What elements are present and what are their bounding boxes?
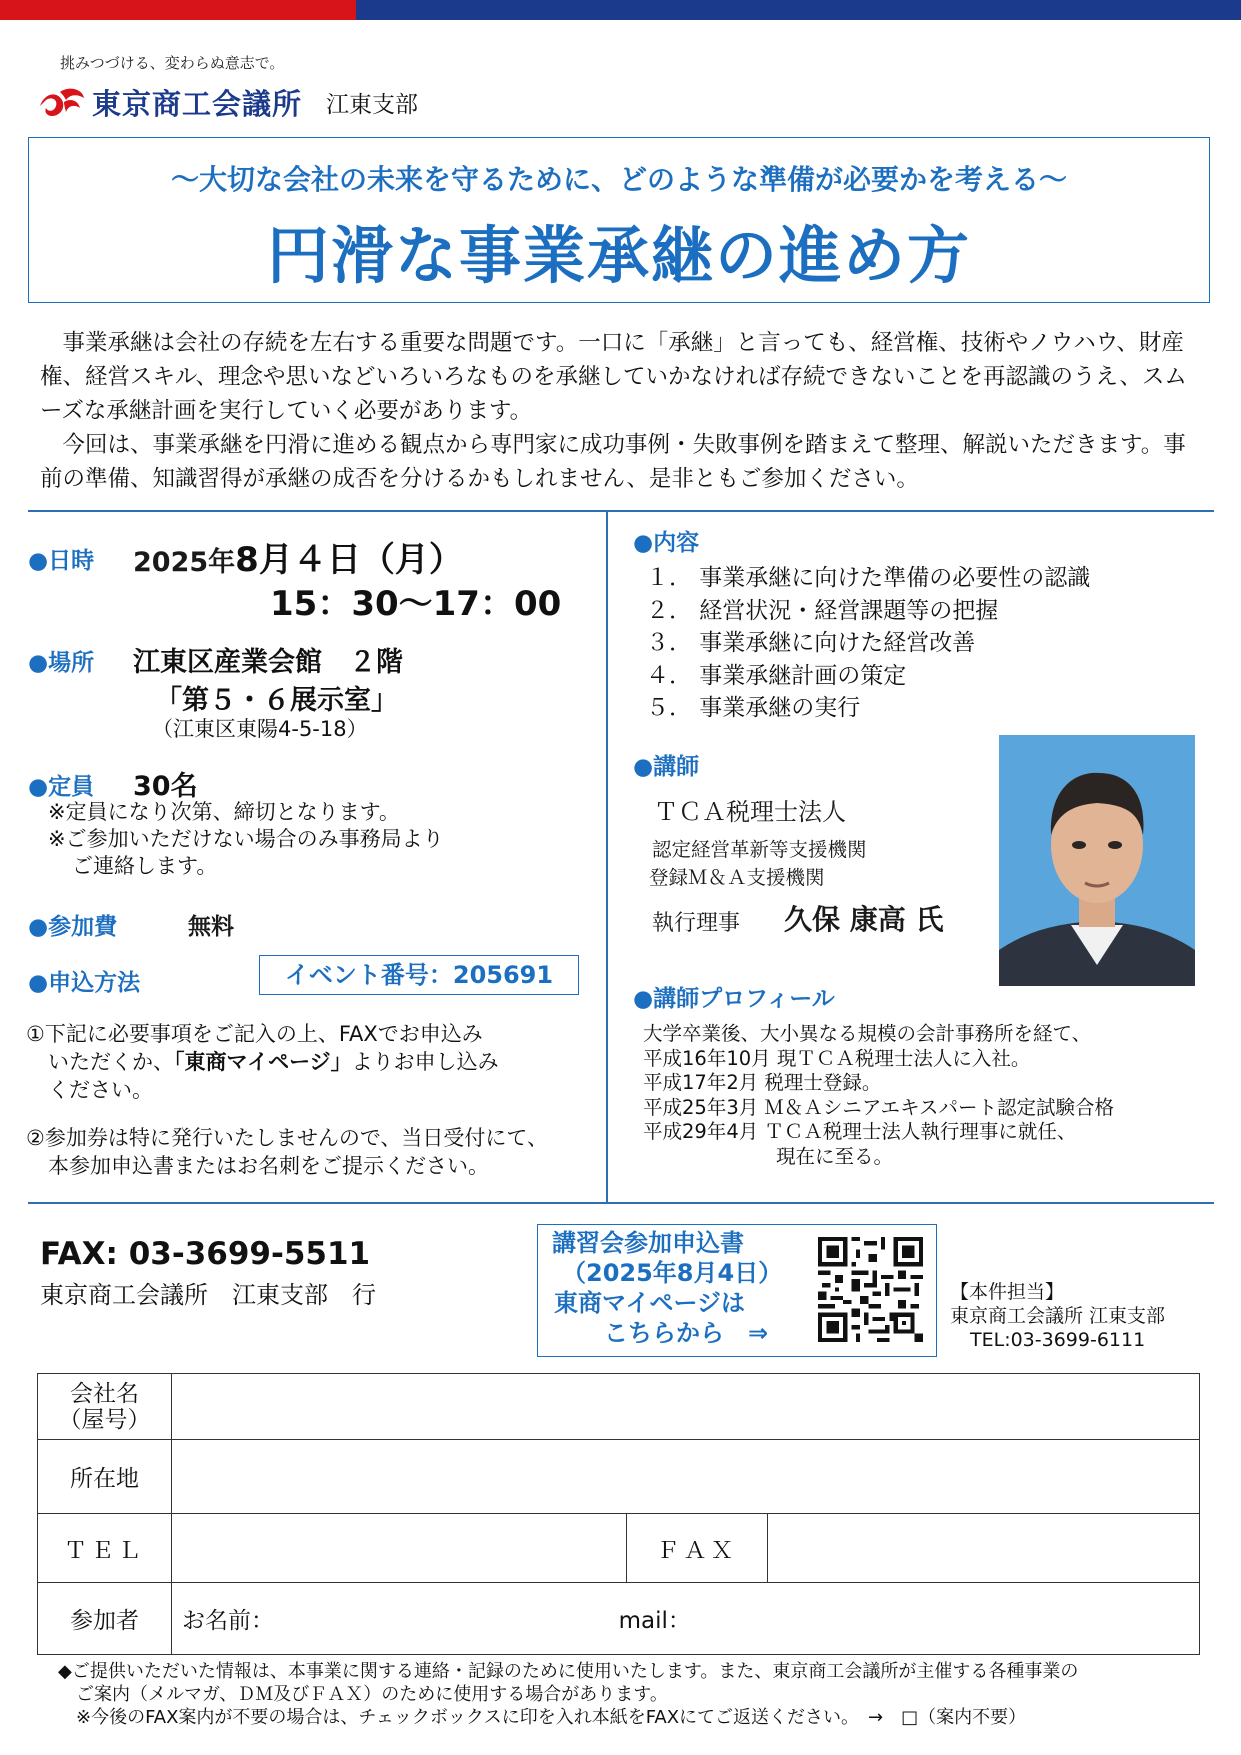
tagline: 挑みつづける、変わらぬ意志で。 — [60, 54, 285, 72]
capacity-note: ※ご参加いただけない場合のみ事務局より — [48, 827, 444, 851]
company-label — [38, 1374, 172, 1440]
participant-field[interactable] — [172, 1583, 1200, 1655]
apply-label: ●申込方法 — [28, 970, 141, 996]
company-label-text: 会社名 — [70, 1380, 139, 1407]
company-label-sub: （屋号） — [58, 1406, 151, 1433]
date-time: 15：30～17：00 — [270, 584, 562, 624]
profile-text — [643, 1022, 1114, 1169]
profile-label: ●講師プロフィール — [633, 986, 835, 1012]
profile-line: 平成17年2月 税理士登録。 — [643, 1071, 882, 1094]
form-row-address — [38, 1440, 1200, 1514]
contact-org: 東京商工会議所 江東支部 — [950, 1305, 1166, 1327]
subtitle: ～大切な会社の未来を守るために、どのような準備が必要かを考える～ — [170, 163, 1067, 196]
profile-line: 平成16年10月 現ＴＣＡ税理士法人に入社。 — [643, 1046, 1031, 1070]
capacity-value: 30名 — [133, 771, 198, 802]
apply-step-line: ①下記に必要事項をご記入の上、FAXでお申込み — [26, 1022, 483, 1046]
fee-value: 無料 — [188, 914, 234, 940]
column-divider — [606, 512, 608, 1202]
divider — [28, 1202, 1214, 1204]
form-row-company — [38, 1374, 1200, 1440]
participant-label: 参加者 — [38, 1583, 172, 1655]
form-row-tel-fax — [38, 1514, 1200, 1583]
profile-line: 大学卒業後、大小異なる規模の会計事務所を経て、 — [643, 1022, 1092, 1045]
profile-line: 平成25年3月 Ｍ＆Ａシニアエキスパート認定試験合格 — [643, 1095, 1115, 1119]
header-blue-stripe — [356, 0, 1241, 20]
date-label: ●日時 — [28, 548, 95, 574]
list-item: ５． 事業承継の実行 — [646, 695, 861, 721]
mypage-link-arrow: こちらから ⇒ — [604, 1319, 769, 1347]
place-name: 江東区産業会館 ２階 — [133, 647, 403, 678]
qr-code-icon[interactable] — [818, 1237, 923, 1342]
content-label: ●内容 — [633, 530, 700, 556]
apply-step-line: いただくか、 — [48, 1050, 174, 1074]
list-item: １． 事業承継に向けた準備の必要性の認識 — [646, 565, 1091, 591]
mypage-text: 東商マイページは — [554, 1289, 746, 1317]
lecturer-photo — [999, 735, 1195, 986]
date-day: 8月４日（月） — [235, 540, 463, 580]
form-date: （2025年8月4日） — [562, 1259, 783, 1287]
lecturer-cert: 認定経営革新等支援機関 — [652, 838, 867, 861]
mypage-link-text: 「東商マイページ」 — [174, 1050, 352, 1074]
lecturer-title: 執行理事 — [652, 911, 741, 936]
date-year: 2025年 — [133, 547, 236, 578]
lecturer-name: 久保 康高 氏 — [784, 903, 944, 936]
apply-step-line: ください。 — [48, 1078, 153, 1102]
tel-label: ＴＥＬ — [38, 1514, 172, 1583]
form-row-participant — [38, 1583, 1200, 1655]
intro-text — [40, 326, 1200, 496]
list-item: ４． 事業承継計画の策定 — [646, 662, 907, 689]
apply-step-line: よりお申し込み — [351, 1050, 499, 1074]
footnote-line: ご案内（メルマガ、ＤＭ及びＦＡＸ）のために使用する場合があります。 — [76, 1684, 668, 1705]
capacity-note: ご連絡します。 — [72, 854, 218, 878]
capacity-note: ※定員になり次第、締切となります。 — [48, 800, 400, 824]
lecturer-firm: ＴＣＡ税理士法人 — [654, 798, 846, 826]
divider — [28, 510, 1214, 512]
content-list — [646, 562, 1090, 725]
company-field[interactable] — [172, 1374, 1200, 1440]
fax-label: ＦＡＸ — [627, 1514, 768, 1583]
lecturer-cert: 登録Ｍ＆Ａ支援機関 — [649, 866, 825, 889]
place-room: 「第５・６展示室」 — [155, 685, 398, 716]
fee-label: ●参加費 — [28, 914, 118, 940]
apply-step-line: ②参加券は特に発行いたしませんので、当日受付にて、 — [26, 1126, 548, 1150]
profile-line: 現在に至る。 — [776, 1144, 894, 1168]
portrait-icon — [999, 735, 1195, 986]
name-prompt: お名前： — [182, 1608, 274, 1634]
event-number-badge: イベント番号：205691 — [259, 955, 579, 995]
capacity-label: ●定員 — [28, 774, 95, 800]
apply-step-1 — [26, 1020, 499, 1104]
tel-field[interactable] — [172, 1514, 627, 1583]
fax-number: FAX: 03-3699-5511 — [40, 1236, 371, 1272]
mail-prompt: mail： — [618, 1608, 691, 1634]
date-value — [133, 532, 463, 581]
fax-recipient: 東京商工会議所 江東支部 行 — [40, 1281, 376, 1309]
org-name: 東京商工会議所 — [92, 87, 303, 121]
branch-name: 江東支部 — [326, 92, 419, 118]
intro-paragraph: 事業承継は会社の存続を左右する重要な問題です。一口に「承継」と言っても、経営権、技術やノウハウ、財産権、経営スキル、理念や思いなどいろいろなものを承継していかなければ存続できないことを再認識のうえ、スムーズな承継計画を実行していく必要があります。 — [40, 330, 1187, 424]
mypage-link-text[interactable] — [552, 1228, 782, 1348]
address-field[interactable] — [172, 1440, 1200, 1514]
logo — [38, 82, 418, 123]
tcci-logo-mark-icon — [38, 86, 86, 120]
lecturer-label: ●講師 — [633, 754, 700, 780]
place-label: ●場所 — [28, 650, 95, 676]
page-title: 円滑な事業承継の進め方 — [266, 219, 971, 292]
fax-field[interactable] — [768, 1514, 1200, 1583]
place-address: （江東区東陽4-5-18） — [152, 717, 368, 741]
profile-line: 平成29年4月 ＴＣＡ税理士法人執行理事に就任、 — [643, 1120, 1077, 1143]
address-label: 所在地 — [38, 1440, 172, 1514]
header-red-stripe — [0, 0, 356, 20]
apply-step-2 — [26, 1124, 548, 1180]
footnote-line: ◆ご提供いただいた情報は、本事業に関する連絡・記録のために使用いたします。また、東京商工会議所が主催する各種事業の — [58, 1661, 1079, 1682]
list-item: ３． 事業承継に向けた経営改善 — [646, 630, 976, 656]
form-title: 講習会参加申込書 — [552, 1229, 744, 1257]
privacy-note — [58, 1660, 1078, 1729]
contact-info — [950, 1280, 1165, 1352]
list-item: ２． 経営状況・経営課題等の把握 — [646, 597, 999, 624]
footnote-line: ※今後のFAX案内が不要の場合は、チェックボックスに印を入れ本紙をFAXにてご返送ください。 → □（案内不要） — [76, 1707, 1027, 1728]
intro-paragraph: 今回は、事業承継を円滑に進める観点から専門家に成功事例・失敗事例を踏まえて整理、解説いただきます。事前の準備、知識習得が承継の成否を分けるかもしれません、是非ともご参加ください。 — [40, 432, 1186, 492]
application-form — [37, 1373, 1200, 1655]
contact-label: 【本件担当】 — [950, 1281, 1065, 1303]
contact-tel: TEL:03-3699-6111 — [970, 1329, 1146, 1351]
apply-step-line: 本参加申込書またはお名刺をご提示ください。 — [48, 1154, 489, 1178]
